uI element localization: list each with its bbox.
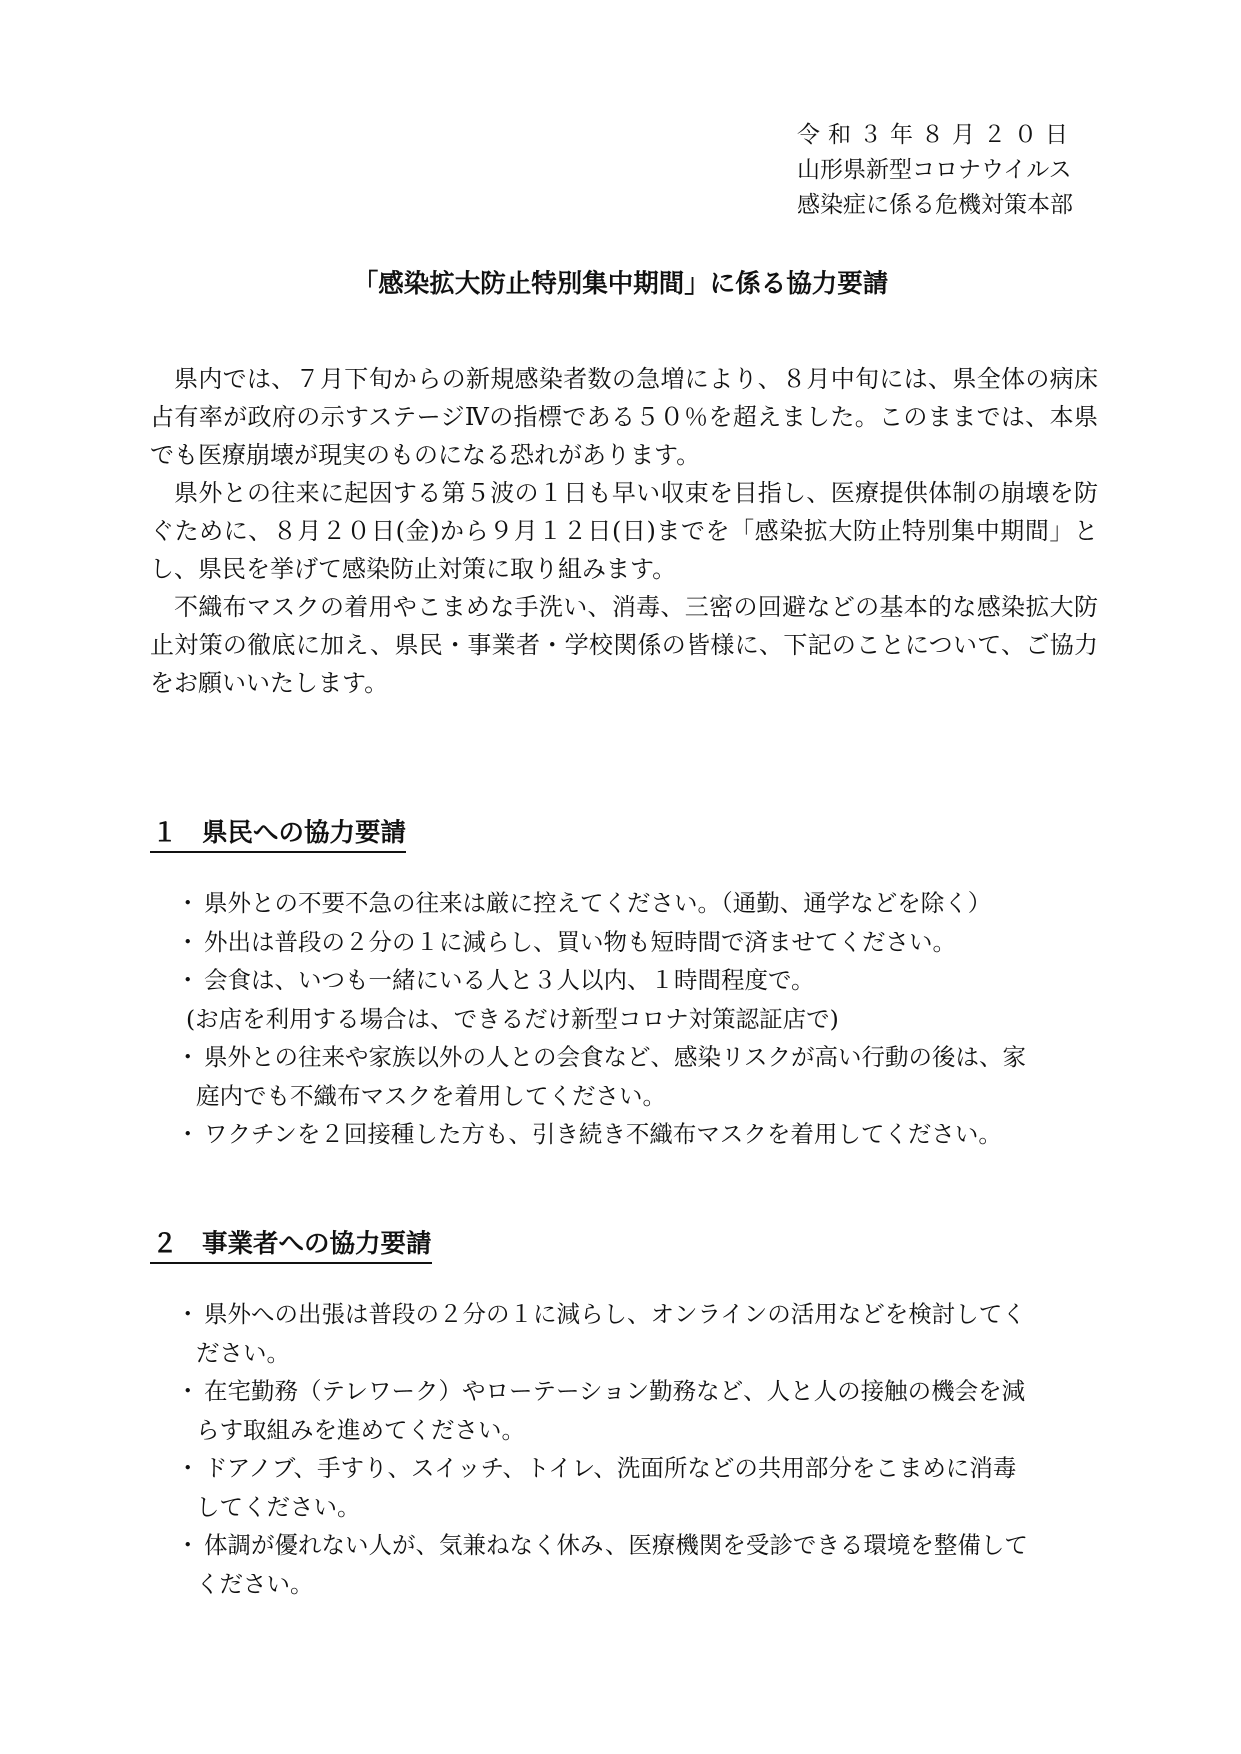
intro-text (150, 360, 1098, 702)
bullet: ・ (176, 1300, 200, 1328)
document-title: 「感染拡大防止特別集中期間」に係る協力要請 (352, 269, 889, 299)
section-2-title: 事業者への協力要請 (202, 1229, 432, 1259)
bullet: ・ (176, 927, 200, 956)
list-item (176, 1372, 1098, 1449)
bullet: ・ (176, 1377, 200, 1405)
list-item-text: 県外との往来や家族以外の人との会食など、感染リスクが高い行動の後は、家 (204, 1043, 1027, 1071)
bullet: ・ (176, 1531, 200, 1559)
issuer-line-2: 感染症に係る危機対策本部 (797, 192, 1073, 218)
list-item-text: 体調が優れない人が、気兼ねなく休み、医療機関を受診できる環境を整備して (204, 1531, 1028, 1559)
list-item-continuation: ださい。 (196, 1338, 290, 1367)
list-item (176, 1449, 1098, 1526)
list-item-text: ワクチンを２回接種した方も、引き続き不織布マスクを着用してください。 (204, 1120, 1002, 1148)
issuer-block (797, 118, 1076, 223)
list-item (176, 1295, 1098, 1372)
bullet: ・ (176, 966, 200, 994)
bullet: ・ (176, 1120, 200, 1148)
section-1-list (176, 884, 1098, 1154)
list-item-text: 会食は、いつも一緒にいる人と３人以内、１時間程度で。 (204, 966, 815, 994)
list-item-continuation: 庭内でも不織布マスクを着用してください。 (196, 1081, 666, 1110)
section-1-number: １ (152, 818, 178, 848)
section-2-heading (150, 1224, 432, 1264)
list-item (176, 1526, 1098, 1603)
intro-paragraph-1: 県内では、７月下旬からの新規感染者数の急増により、８月中旬には、県全体の病床占有率が政府の示すステージⅣの指標である５０％を超えました。このままでは、本県でも医療崩壊が現実のものになる恐れがあります。 (150, 365, 1098, 469)
list-item (176, 1115, 1098, 1154)
bullet: ・ (176, 1043, 200, 1071)
section-2-list (176, 1295, 1098, 1603)
intro-paragraph-3: 不織布マスクの着用やこまめな手洗い、消毒、三密の回避などの基本的な感染拡大防止対策の徹底に加え、県民・事業者・学校関係の皆様に、下記のことについて、ご協力をお願いいたします。 (150, 593, 1098, 697)
bullet: ・ (176, 889, 200, 917)
issue-date: 令和３年８月２０日 (797, 122, 1076, 148)
list-item-text: 県外への出張は普段の２分の１に減らし、オンラインの活用などを検討してく (204, 1300, 1026, 1328)
list-item (176, 1038, 1098, 1115)
section-1-heading (150, 813, 406, 853)
list-item-continuation: してください。 (196, 1492, 361, 1521)
bullet: ・ (176, 1454, 200, 1482)
intro-paragraph-2: 県外との往来に起因する第５波の１日も早い収束を目指し、医療提供体制の崩壊を防ぐために、８月２０日(金)から９月１２日(日)までを「感染拡大防止特別集中期間」とし、県民を挙げて感染防止対策に取り組みます。 (150, 479, 1098, 583)
list-item-continuation: ください。 (196, 1569, 314, 1598)
list-item (176, 923, 1098, 962)
list-item-text: 県外との不要不急の往来は厳に控えてください。（通勤、通学などを除く） (204, 889, 992, 917)
list-item-text: 在宅勤務（テレワーク）やローテーション勤務など、人と人の接触の機会を減 (204, 1377, 1026, 1405)
list-item (176, 961, 1098, 1038)
section-1-title: 県民への協力要請 (202, 818, 407, 848)
list-item-text: 外出は普段の２分の１に減らし、買い物も短時間で済ませてください。 (204, 927, 956, 956)
list-item-continuation: らす取組みを進めてください。 (196, 1415, 525, 1444)
list-item (176, 884, 1098, 923)
issuer-line-1: 山形県新型コロナウイルス (797, 157, 1072, 183)
list-item-text: ドアノブ、手すり、スイッチ、トイレ、洗面所などの共用部分をこまめに消毒 (204, 1454, 1017, 1482)
section-2-number: ２ (152, 1229, 178, 1259)
list-item-note: (お店を利用する場合は、できるだけ新型コロナ対策認証店で) (186, 1004, 839, 1033)
